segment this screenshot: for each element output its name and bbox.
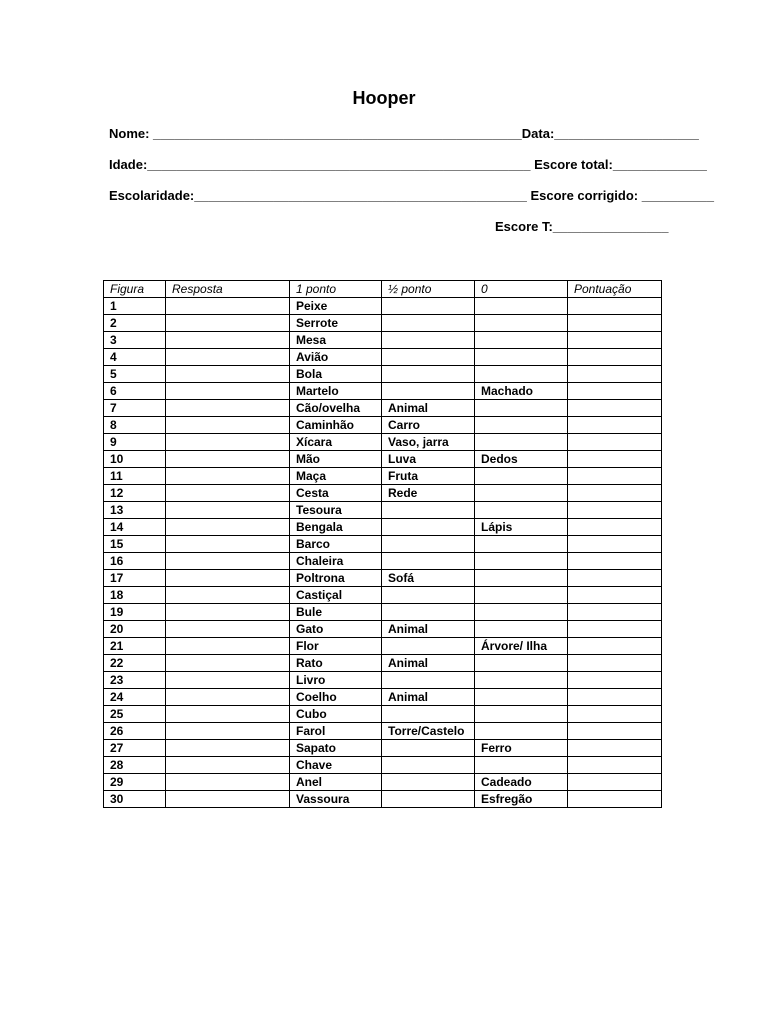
resposta-cell[interactable] — [166, 604, 290, 621]
figura-cell: 6 — [104, 383, 166, 400]
table-header-row — [104, 281, 662, 298]
um-ponto-cell: Bengala — [290, 519, 382, 536]
zero-cell — [475, 757, 568, 774]
figura-cell: 12 — [104, 485, 166, 502]
figura-cell: 7 — [104, 400, 166, 417]
figura-cell: 14 — [104, 519, 166, 536]
pontuacao-cell[interactable] — [568, 519, 662, 536]
nome-data-field[interactable]: Nome: ___________________________________________________Data:____________________ — [109, 126, 699, 141]
zero-cell — [475, 434, 568, 451]
pontuacao-cell[interactable] — [568, 434, 662, 451]
figura-cell: 18 — [104, 587, 166, 604]
zero-cell — [475, 417, 568, 434]
table-row — [104, 519, 662, 536]
meio-ponto-cell — [382, 604, 475, 621]
pontuacao-cell[interactable] — [568, 604, 662, 621]
table-row — [104, 468, 662, 485]
resposta-cell[interactable] — [166, 519, 290, 536]
um-ponto-cell: Chaleira — [290, 553, 382, 570]
table-row — [104, 689, 662, 706]
um-ponto-cell: Sapato — [290, 740, 382, 757]
resposta-cell[interactable] — [166, 774, 290, 791]
pontuacao-cell[interactable] — [568, 502, 662, 519]
resposta-cell[interactable] — [166, 706, 290, 723]
pontuacao-cell[interactable] — [568, 723, 662, 740]
um-ponto-cell: Chave — [290, 757, 382, 774]
resposta-cell[interactable] — [166, 417, 290, 434]
resposta-cell[interactable] — [166, 468, 290, 485]
pontuacao-cell[interactable] — [568, 587, 662, 604]
zero-cell — [475, 315, 568, 332]
figura-cell: 3 — [104, 332, 166, 349]
meio-ponto-cell — [382, 740, 475, 757]
table-row — [104, 349, 662, 366]
table-row — [104, 417, 662, 434]
figura-cell: 5 — [104, 366, 166, 383]
zero-cell — [475, 570, 568, 587]
um-ponto-cell: Maça — [290, 468, 382, 485]
table-row — [104, 587, 662, 604]
meio-ponto-cell — [382, 791, 475, 808]
meio-ponto-cell — [382, 757, 475, 774]
resposta-cell[interactable] — [166, 638, 290, 655]
figura-cell: 10 — [104, 451, 166, 468]
table-row — [104, 621, 662, 638]
resposta-cell[interactable] — [166, 621, 290, 638]
meio-ponto-cell — [382, 553, 475, 570]
resposta-cell[interactable] — [166, 536, 290, 553]
resposta-cell[interactable] — [166, 315, 290, 332]
header-pontuacao: Pontuação — [568, 281, 662, 298]
figura-cell: 24 — [104, 689, 166, 706]
zero-cell — [475, 655, 568, 672]
zero-cell: Cadeado — [475, 774, 568, 791]
um-ponto-cell: Xícara — [290, 434, 382, 451]
pontuacao-cell[interactable] — [568, 417, 662, 434]
resposta-cell[interactable] — [166, 723, 290, 740]
figura-cell: 28 — [104, 757, 166, 774]
pontuacao-cell[interactable] — [568, 553, 662, 570]
pontuacao-cell[interactable] — [568, 400, 662, 417]
um-ponto-cell: Cesta — [290, 485, 382, 502]
figura-cell: 30 — [104, 791, 166, 808]
table-row — [104, 383, 662, 400]
table-row — [104, 638, 662, 655]
table-row — [104, 485, 662, 502]
figura-cell: 11 — [104, 468, 166, 485]
meio-ponto-cell: Animal — [382, 689, 475, 706]
table-row — [104, 723, 662, 740]
table-row — [104, 757, 662, 774]
um-ponto-cell: Mesa — [290, 332, 382, 349]
pontuacao-cell[interactable] — [568, 366, 662, 383]
table-row — [104, 706, 662, 723]
resposta-cell[interactable] — [166, 502, 290, 519]
header-1-ponto: 1 ponto — [290, 281, 382, 298]
pontuacao-cell[interactable] — [568, 485, 662, 502]
um-ponto-cell: Cão/ovelha — [290, 400, 382, 417]
pontuacao-cell[interactable] — [568, 655, 662, 672]
um-ponto-cell: Martelo — [290, 383, 382, 400]
resposta-cell[interactable] — [166, 655, 290, 672]
zero-cell — [475, 723, 568, 740]
figura-cell: 22 — [104, 655, 166, 672]
um-ponto-cell: Livro — [290, 672, 382, 689]
resposta-cell[interactable] — [166, 434, 290, 451]
table-row — [104, 434, 662, 451]
header-meio-ponto: ½ ponto — [382, 281, 475, 298]
zero-cell: Dedos — [475, 451, 568, 468]
pontuacao-cell[interactable] — [568, 536, 662, 553]
meio-ponto-cell — [382, 706, 475, 723]
zero-cell — [475, 502, 568, 519]
resposta-cell[interactable] — [166, 451, 290, 468]
meio-ponto-cell: Torre/Castelo — [382, 723, 475, 740]
um-ponto-cell: Tesoura — [290, 502, 382, 519]
table-row — [104, 570, 662, 587]
um-ponto-cell: Bule — [290, 604, 382, 621]
table-row — [104, 332, 662, 349]
pontuacao-cell[interactable] — [568, 621, 662, 638]
pontuacao-cell[interactable] — [568, 383, 662, 400]
header-figura: Figura — [104, 281, 166, 298]
meio-ponto-cell — [382, 502, 475, 519]
pontuacao-cell[interactable] — [568, 638, 662, 655]
table-row — [104, 315, 662, 332]
zero-cell — [475, 485, 568, 502]
table-row — [104, 655, 662, 672]
meio-ponto-cell: Vaso, jarra — [382, 434, 475, 451]
zero-cell — [475, 332, 568, 349]
header-0: 0 — [475, 281, 568, 298]
resposta-cell[interactable] — [166, 757, 290, 774]
meio-ponto-cell — [382, 315, 475, 332]
um-ponto-cell: Avião — [290, 349, 382, 366]
figura-cell: 1 — [104, 298, 166, 315]
resposta-cell[interactable] — [166, 349, 290, 366]
resposta-cell[interactable] — [166, 689, 290, 706]
pontuacao-cell[interactable] — [568, 689, 662, 706]
zero-cell — [475, 672, 568, 689]
um-ponto-cell: Poltrona — [290, 570, 382, 587]
figura-cell: 16 — [104, 553, 166, 570]
meio-ponto-cell — [382, 383, 475, 400]
table-row — [104, 502, 662, 519]
zero-cell — [475, 604, 568, 621]
um-ponto-cell: Caminhão — [290, 417, 382, 434]
pontuacao-cell[interactable] — [568, 315, 662, 332]
zero-cell — [475, 621, 568, 638]
meio-ponto-cell — [382, 638, 475, 655]
pontuacao-cell[interactable] — [568, 757, 662, 774]
resposta-cell[interactable] — [166, 298, 290, 315]
resposta-cell[interactable] — [166, 740, 290, 757]
hooper-score-table — [103, 280, 662, 808]
resposta-cell[interactable] — [166, 485, 290, 502]
meio-ponto-cell — [382, 366, 475, 383]
meio-ponto-cell — [382, 536, 475, 553]
um-ponto-cell: Vassoura — [290, 791, 382, 808]
pontuacao-cell[interactable] — [568, 740, 662, 757]
figura-cell: 25 — [104, 706, 166, 723]
zero-cell — [475, 400, 568, 417]
resposta-cell[interactable] — [166, 400, 290, 417]
pontuacao-cell[interactable] — [568, 468, 662, 485]
zero-cell: Lápis — [475, 519, 568, 536]
figura-cell: 2 — [104, 315, 166, 332]
figura-cell: 17 — [104, 570, 166, 587]
zero-cell: Árvore/ Ilha — [475, 638, 568, 655]
zero-cell: Esfregão — [475, 791, 568, 808]
meio-ponto-cell — [382, 349, 475, 366]
figura-cell: 13 — [104, 502, 166, 519]
meio-ponto-cell: Carro — [382, 417, 475, 434]
figura-cell: 21 — [104, 638, 166, 655]
um-ponto-cell: Coelho — [290, 689, 382, 706]
um-ponto-cell: Bola — [290, 366, 382, 383]
table-row — [104, 536, 662, 553]
meio-ponto-cell: Luva — [382, 451, 475, 468]
escolaridade-escore-corrigido-field[interactable]: Escolaridade:______________________________________________ Escore corrigido: __________ — [109, 188, 714, 203]
um-ponto-cell: Rato — [290, 655, 382, 672]
meio-ponto-cell — [382, 332, 475, 349]
table-row — [104, 774, 662, 791]
um-ponto-cell: Farol — [290, 723, 382, 740]
figura-cell: 23 — [104, 672, 166, 689]
figura-cell: 19 — [104, 604, 166, 621]
meio-ponto-cell — [382, 587, 475, 604]
um-ponto-cell: Castiçal — [290, 587, 382, 604]
pontuacao-cell[interactable] — [568, 332, 662, 349]
meio-ponto-cell: Animal — [382, 655, 475, 672]
meio-ponto-cell: Animal — [382, 621, 475, 638]
zero-cell: Ferro — [475, 740, 568, 757]
idade-escore-total-field[interactable]: Idade:_____________________________________________________ Escore total:_____________ — [109, 157, 707, 172]
zero-cell — [475, 587, 568, 604]
meio-ponto-cell: Sofá — [382, 570, 475, 587]
um-ponto-cell: Cubo — [290, 706, 382, 723]
table-row — [104, 366, 662, 383]
pontuacao-cell[interactable] — [568, 451, 662, 468]
resposta-cell[interactable] — [166, 332, 290, 349]
table-row — [104, 740, 662, 757]
figura-cell: 29 — [104, 774, 166, 791]
figura-cell: 15 — [104, 536, 166, 553]
table-row — [104, 791, 662, 808]
zero-cell — [475, 468, 568, 485]
resposta-cell[interactable] — [166, 587, 290, 604]
figura-cell: 20 — [104, 621, 166, 638]
header-resposta: Resposta — [166, 281, 290, 298]
pontuacao-cell[interactable] — [568, 774, 662, 791]
meio-ponto-cell — [382, 774, 475, 791]
pontuacao-cell[interactable] — [568, 298, 662, 315]
zero-cell — [475, 689, 568, 706]
table-row — [104, 400, 662, 417]
resposta-cell[interactable] — [166, 553, 290, 570]
figura-cell: 26 — [104, 723, 166, 740]
figura-cell: 4 — [104, 349, 166, 366]
resposta-cell[interactable] — [166, 383, 290, 400]
escore-t-field[interactable]: Escore T:________________ — [495, 219, 669, 234]
meio-ponto-cell: Fruta — [382, 468, 475, 485]
table-row — [104, 604, 662, 621]
um-ponto-cell: Peixe — [290, 298, 382, 315]
um-ponto-cell: Flor — [290, 638, 382, 655]
zero-cell — [475, 706, 568, 723]
resposta-cell[interactable] — [166, 366, 290, 383]
figura-cell: 9 — [104, 434, 166, 451]
zero-cell — [475, 298, 568, 315]
pontuacao-cell[interactable] — [568, 706, 662, 723]
zero-cell — [475, 536, 568, 553]
document-title: Hooper — [352, 88, 416, 108]
um-ponto-cell: Barco — [290, 536, 382, 553]
figura-cell: 27 — [104, 740, 166, 757]
zero-cell — [475, 349, 568, 366]
pontuacao-cell[interactable] — [568, 349, 662, 366]
table-row — [104, 672, 662, 689]
table-row — [104, 553, 662, 570]
resposta-cell[interactable] — [166, 791, 290, 808]
pontuacao-cell[interactable] — [568, 791, 662, 808]
table-row — [104, 298, 662, 315]
table-row — [104, 451, 662, 468]
pontuacao-cell[interactable] — [568, 672, 662, 689]
meio-ponto-cell: Animal — [382, 400, 475, 417]
zero-cell: Machado — [475, 383, 568, 400]
meio-ponto-cell: Rede — [382, 485, 475, 502]
zero-cell — [475, 366, 568, 383]
meio-ponto-cell — [382, 519, 475, 536]
um-ponto-cell: Mão — [290, 451, 382, 468]
um-ponto-cell: Gato — [290, 621, 382, 638]
meio-ponto-cell — [382, 298, 475, 315]
um-ponto-cell: Anel — [290, 774, 382, 791]
resposta-cell[interactable] — [166, 570, 290, 587]
pontuacao-cell[interactable] — [568, 570, 662, 587]
um-ponto-cell: Serrote — [290, 315, 382, 332]
resposta-cell[interactable] — [166, 672, 290, 689]
meio-ponto-cell — [382, 672, 475, 689]
figura-cell: 8 — [104, 417, 166, 434]
zero-cell — [475, 553, 568, 570]
